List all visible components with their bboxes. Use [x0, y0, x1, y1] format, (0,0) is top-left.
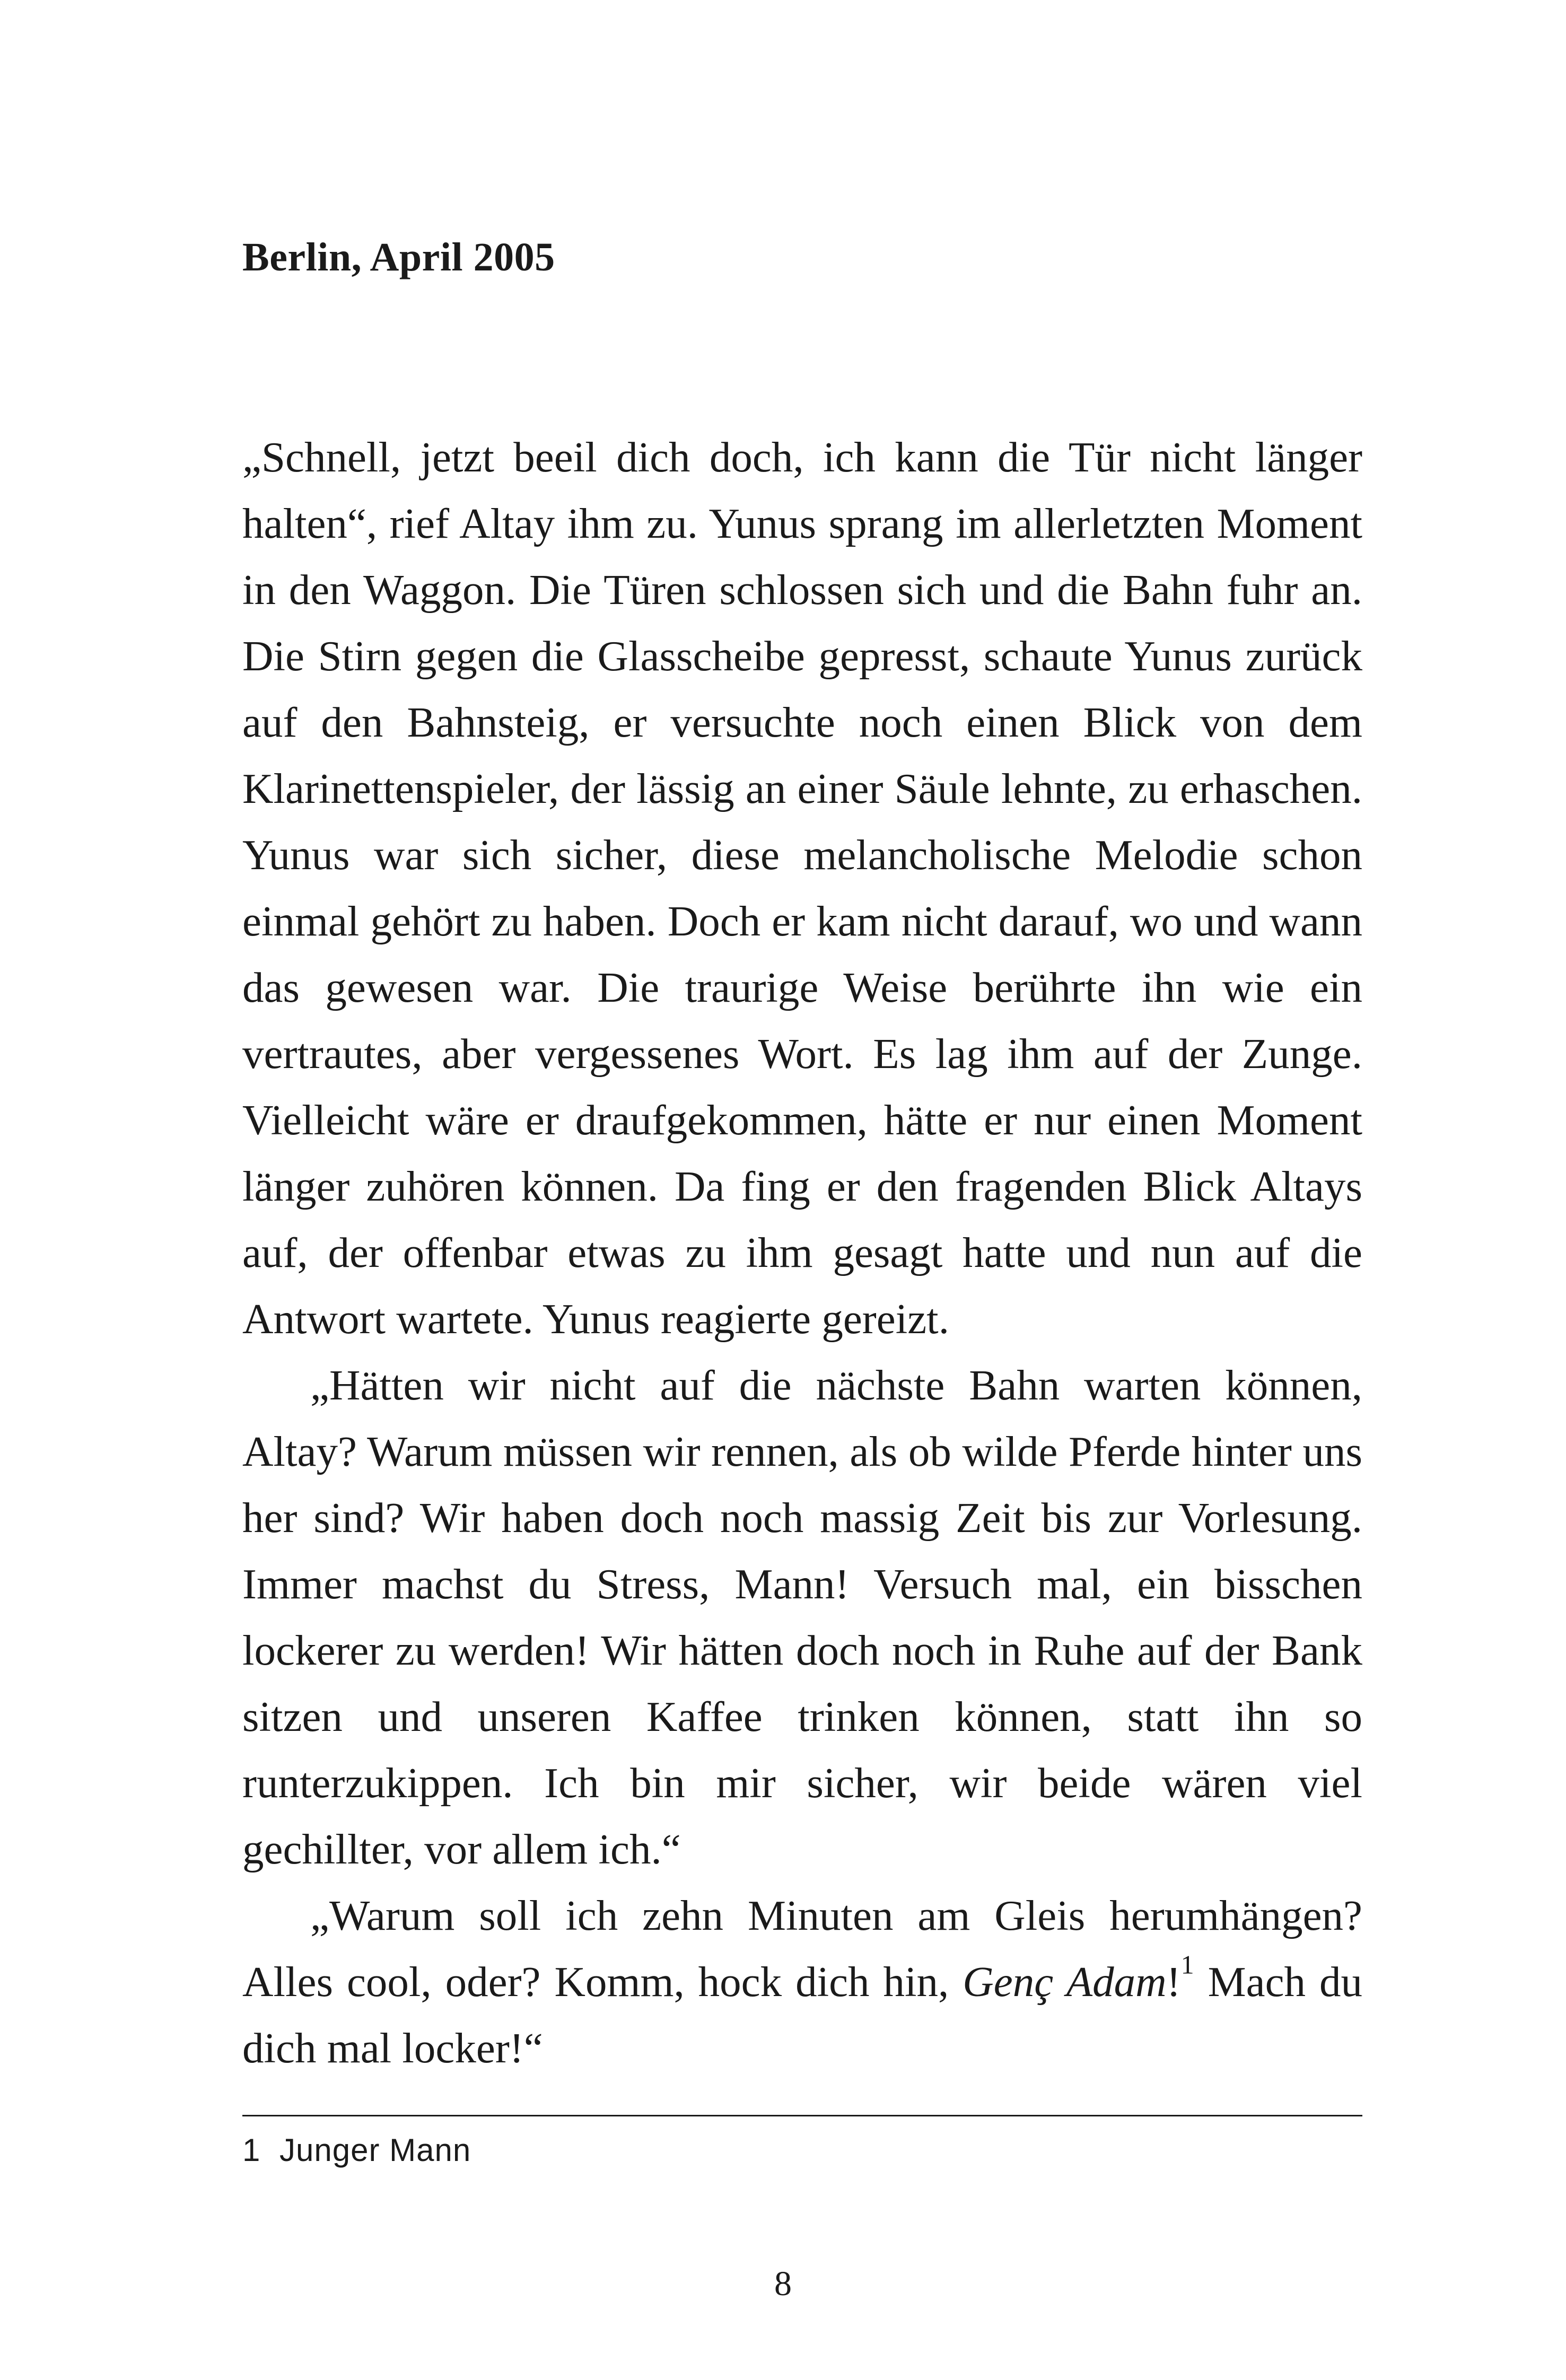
paragraph-3-text-end: Mach du dich mal locker!“	[242, 1958, 1362, 2072]
paragraph-2-text: „Hätten wir nicht auf die nächste Bahn warten können, Altay? Warum müssen wir rennen, als ob wilde Pferde hinter uns her sind? Wir haben doch noch massig Zeit bis zur Vorlesung. Immer machst du Stress, Mann! Versuch mal, ein bisschen lockerer zu werden! Wir hätten doch noch in Ruhe auf der Bank sitzen und unseren Kaffee trinken können, statt ihn so runterzukippen. Ich bin mir sicher, wir beide wären viel gechillter, vor allem ich.“	[242, 1361, 1362, 1873]
footnote	[242, 2127, 471, 2174]
footnote-number: 1	[242, 2132, 261, 2168]
footnote-reference: 1	[1180, 1949, 1194, 1980]
footnote-divider	[242, 2115, 1362, 2116]
paragraph-3-text-start: „Warum soll ich zehn Minuten am Gleis herumhängen? Alles cool, oder? Komm, hock dich hin,	[242, 1892, 1362, 2006]
paragraph-1-text: „Schnell, jetzt beeil dich doch, ich kann die Tür nicht länger halten“, rief Altay ihm zu. Yunus sprang im allerletzten Moment in den Waggon. Die Türen schlossen sich und die Bahn fuhr an. Die Stirn gegen die Glasscheibe gepresst, schaute Yunus zurück auf den Bahnsteig, er versuchte noch einen Blick von dem Klarinettenspieler, der lässig an einer Säule lehnte, zu erhaschen. Yunus war sich sicher, diese melancholische Melodie schon einmal gehört zu haben. Doch er kam nicht darauf, wo und wann das gewesen war. Die traurige Weise berührte ihn wie ein vertrautes, aber vergessenes Wort. Es lag ihm auf der Zunge. Vielleicht wäre er draufgekommen, hätte er nur einen Moment länger zuhören können. Da fing er den fragenden Blick Altays auf, der offenbar etwas zu ihm gesagt hatte und nun auf die Antwort wartete. Yunus reagierte gereizt.	[242, 433, 1362, 1343]
footnote-text: Junger Mann	[279, 2132, 471, 2168]
italic-phrase: Genç Adam	[963, 1958, 1167, 2006]
paragraph-3-exclamation: !	[1166, 1958, 1181, 2006]
paragraph-1	[242, 424, 1362, 1352]
body-text	[242, 424, 1362, 2081]
page-number: 8	[774, 2264, 792, 2303]
paragraph-3	[242, 1883, 1362, 2081]
chapter-heading: Berlin, April 2005	[242, 235, 555, 279]
paragraph-2	[242, 1352, 1362, 1883]
